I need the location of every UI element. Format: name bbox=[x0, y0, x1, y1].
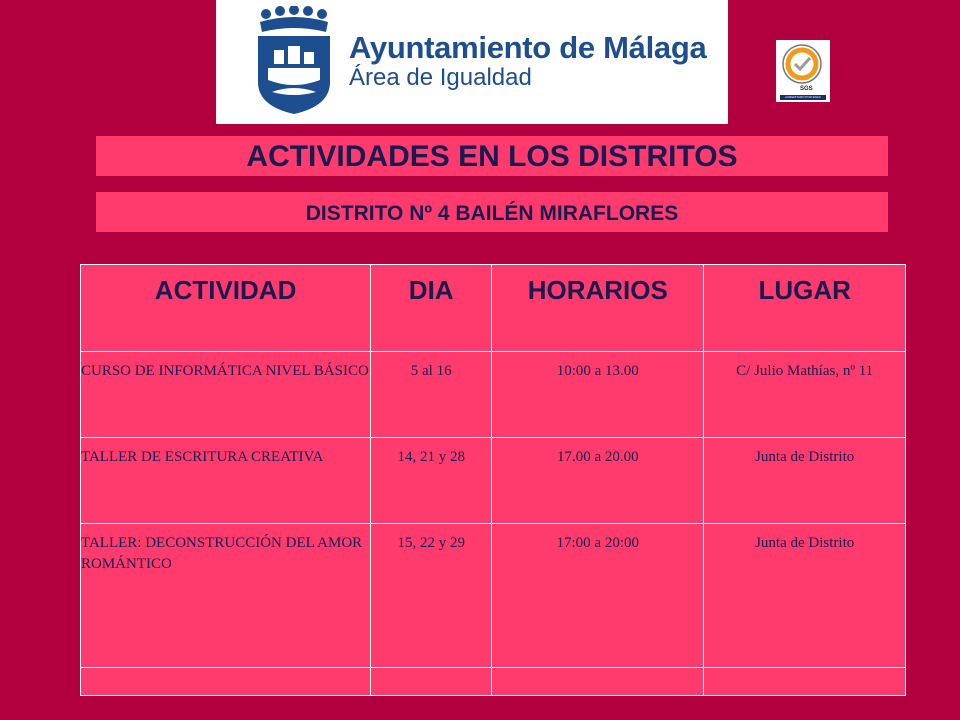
table-row bbox=[81, 524, 906, 668]
sgs-certification-seal-icon bbox=[776, 40, 830, 102]
cell-dia: 14, 21 y 28 bbox=[371, 438, 492, 524]
cell-lugar: C/ Julio Mathías, nº 11 bbox=[704, 352, 906, 438]
activities-table bbox=[80, 264, 906, 696]
cell-horarios: 17.00 a 20.00 bbox=[492, 438, 704, 524]
logo-header bbox=[216, 0, 728, 124]
header-dia: DIA bbox=[371, 265, 492, 352]
certification-ring-icon bbox=[781, 43, 823, 85]
cell-dia: 15, 22 y 29 bbox=[371, 524, 492, 668]
table-header-row bbox=[81, 265, 906, 352]
cell-actividad: TALLER DE ESCRITURA CREATIVA bbox=[81, 438, 371, 524]
cert-brand: SGS bbox=[800, 86, 813, 92]
cell-horarios: 17:00 a 20:00 bbox=[492, 524, 704, 668]
header-actividad: ACTIVIDAD bbox=[81, 265, 371, 352]
header-lugar: LUGAR bbox=[704, 265, 906, 352]
logo-subtitle: Área de Igualdad bbox=[349, 64, 532, 91]
table-row bbox=[81, 668, 906, 696]
cell-lugar bbox=[704, 668, 906, 696]
malaga-coat-of-arms-icon bbox=[256, 6, 332, 116]
page-title: ACTIVIDADES EN LOS DISTRITOS bbox=[96, 136, 888, 176]
cert-bar: ACREDITADO POR ENAC bbox=[780, 95, 826, 100]
cell-actividad bbox=[81, 668, 371, 696]
cell-lugar: Junta de Distrito bbox=[704, 438, 906, 524]
cell-dia: 5 al 16 bbox=[371, 352, 492, 438]
table-row bbox=[81, 438, 906, 524]
cell-actividad: TALLER: DECONSTRUCCIÓN DEL AMOR ROMÁNTICO bbox=[81, 524, 371, 668]
header-horarios: HORARIOS bbox=[492, 265, 704, 352]
cell-horarios bbox=[492, 668, 704, 696]
cell-horarios: 10:00 a 13.00 bbox=[492, 352, 704, 438]
district-title: DISTRITO Nº 4 BAILÉN MIRAFLORES bbox=[96, 192, 888, 232]
logo-title: Ayuntamiento de Málaga bbox=[349, 30, 707, 65]
cell-actividad: CURSO DE INFORMÁTICA NIVEL BÁSICO bbox=[81, 352, 371, 438]
cell-lugar: Junta de Distrito bbox=[704, 524, 906, 668]
cell-dia bbox=[371, 668, 492, 696]
table-row bbox=[81, 352, 906, 438]
